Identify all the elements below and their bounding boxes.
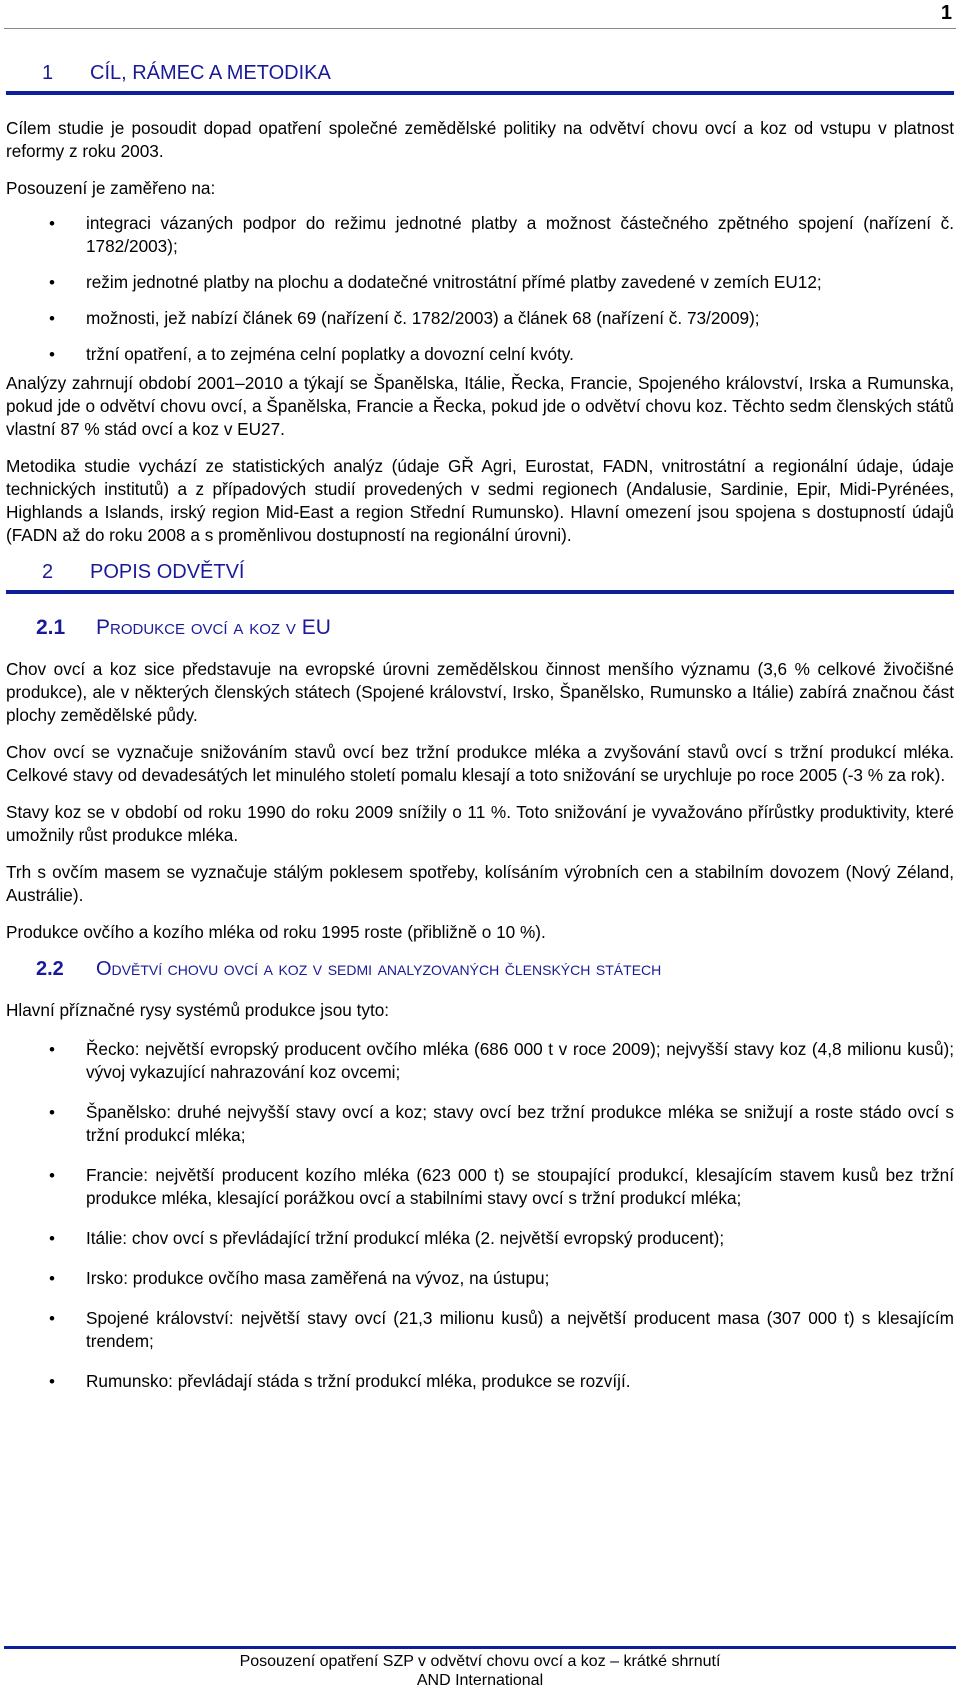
section-2-2-title: Odvětví chovu ovcí a koz v sedmi analyzovaných členských státech xyxy=(96,958,662,980)
section-2-1-paragraph: Trh s ovčím masem se vyznačuje stálým poklesem spotřeby, kolísáním výrobních cen a stabilním dovozem (Nový Zéland, Austrálie). xyxy=(6,862,954,905)
footer-title: Posouzení opatření SZP v odvětví chovu ovcí a koz – krátké shrnutí xyxy=(239,1653,721,1670)
section-1-heading xyxy=(6,62,954,95)
section-2-1-paragraph: Chov ovcí se vyznačuje snižováním stavů ovcí bez tržní produkce mléka a zvyšování stavů ovcí s tržní produkcí mléka. Celkové stavy od devadesátých let minulého století pomalu klesají a toto snižování se urychluje po roce 2005 (-3 % za rok). xyxy=(6,742,954,785)
country-item: • Řecko: největší evropský producent ovčího mléka (686 000 t v roce 2009); nejvyšší stavy koz (4,8 milionu kusů); vývoj vykazující nahrazování koz ovcemi; xyxy=(6,1038,954,1084)
country-item: • Rumunsko: převládají stáda s tržní produkcí mléka, produkce se rozvíjí. xyxy=(6,1370,954,1393)
section-2-1-paragraph: Stavy koz se v období od roku 1990 do roku 2009 snížily o 11 %. Toto snižování je vyvažováno přírůstky produktivity, které umožnily růst produkce mléka. xyxy=(6,802,954,845)
section-2-number: 2 xyxy=(42,561,54,583)
footer-author: AND International xyxy=(416,1672,544,1689)
footer-rule xyxy=(4,1646,956,1649)
section-2-2-heading xyxy=(6,958,954,981)
country-item: • Spojené království: největší stavy ovcí (21,3 milionu kusů) a největší producent masa (307 000 t) s klesajícím trendem; xyxy=(6,1307,954,1353)
section-2-1-title: Produkce ovcí a koz v EU xyxy=(96,616,331,639)
country-list xyxy=(6,1038,954,1393)
page-number: 1 xyxy=(940,2,952,24)
section-2-1-heading xyxy=(6,616,954,640)
focus-label: Posouzení je zaměřeno na: xyxy=(6,178,216,198)
focus-item: • integraci vázaných podpor do režimu jednotné platby a možnost částečného zpětného spojení (nařízení č. 1782/2003); xyxy=(6,212,954,258)
country-item: • Francie: největší producent kozího mléka (623 000 t) se stoupající produkcí, klesajícím stavem kusů bez tržní produkce mléka, klesající porážkou ovcí a stabilními stavy ovcí s tržní produkcí mléka; xyxy=(6,1164,954,1210)
country-item: • Irsko: produkce ovčího masa zaměřená na vývoz, na ústupu; xyxy=(6,1267,954,1290)
section-2-1-paragraph: Chov ovcí a koz sice představuje na evropské úrovni zemědělskou činnost menšího významu (3,6 % celkové živočišné produkce), ale v některých členských státech (Spojené království, Irsko, Španělsko, Rumunsko a Itálie) zabírá značnou část plochy zemědělské půdy. xyxy=(6,659,954,725)
country-item: • Španělsko: druhé nejvyšší stavy ovcí a koz; stavy ovcí bez tržní produkce mléka se snižují a roste stádo ovcí s tržní produkcí mléka; xyxy=(6,1101,954,1147)
section-2-heading xyxy=(6,561,954,594)
focus-list xyxy=(6,212,954,366)
header-rule xyxy=(4,28,956,29)
focus-item: • možnosti, jež nabízí článek 69 (nařízení č. 1782/2003) a článek 68 (nařízení č. 73/2009); xyxy=(6,307,954,330)
section-1-intro: Cílem studie je posoudit dopad opatření společné zemědělské politiky na odvětví chovu ovcí a koz od vstupu v platnost reformy z roku 2003. xyxy=(6,118,954,161)
section-2-2-number: 2.2 xyxy=(36,958,64,980)
section-2-2-intro: Hlavní příznačné rysy systémů produkce jsou tyto: xyxy=(6,1000,390,1020)
section-2-title: POPIS ODVĚTVÍ xyxy=(90,561,245,583)
section-2-1-paragraph: Produkce ovčího a kozího mléka od roku 1995 roste (přibližně o 10 %). xyxy=(6,922,546,942)
focus-item: • režim jednotné platby na plochu a dodatečné vnitrostátní přímé platby zavedené v zemích EU12; xyxy=(6,271,954,294)
section-1-title: CÍL, RÁMEC A METODIKA xyxy=(90,62,331,84)
method-paragraph: Metodika studie vychází ze statistických analýz (údaje GŘ Agri, Eurostat, FADN, vnitrostátní a regionální údaje, údaje technických institutů) a z případových studií provedených v sedmi regionech (Andalusie, Sardinie, Epir, Midi-Pyrénées, Highlands a Islands, irský region Mid-East a region Střední Rumunsko). Hlavní omezení jsou spojena s dostupností údajů (FADN až do roku 2008 a s proměnlivou dostupností na regionální úrovni). xyxy=(6,456,954,545)
document-body xyxy=(6,62,954,1406)
section-1-number: 1 xyxy=(42,62,54,84)
section-2-1-number: 2.1 xyxy=(36,616,66,639)
analysis-paragraph: Analýzy zahrnují období 2001–2010 a týkají se Španělska, Itálie, Řecka, Francie, Spojeného království, Irska a Rumunska, pokud jde o odvětví chovu ovcí, a Španělska, Francie a Řecka, pokud jde o odvětví chovu koz. Těchto sedm členských států vlastní 87 % stád ovcí a koz v EU27. xyxy=(6,373,954,439)
focus-item: • tržní opatření, a to zejména celní poplatky a dovozní celní kvóty. xyxy=(6,343,954,366)
country-item: • Itálie: chov ovcí s převládající tržní produkcí mléka (2. největší evropský producent); xyxy=(6,1227,954,1250)
footer xyxy=(0,1652,960,1690)
